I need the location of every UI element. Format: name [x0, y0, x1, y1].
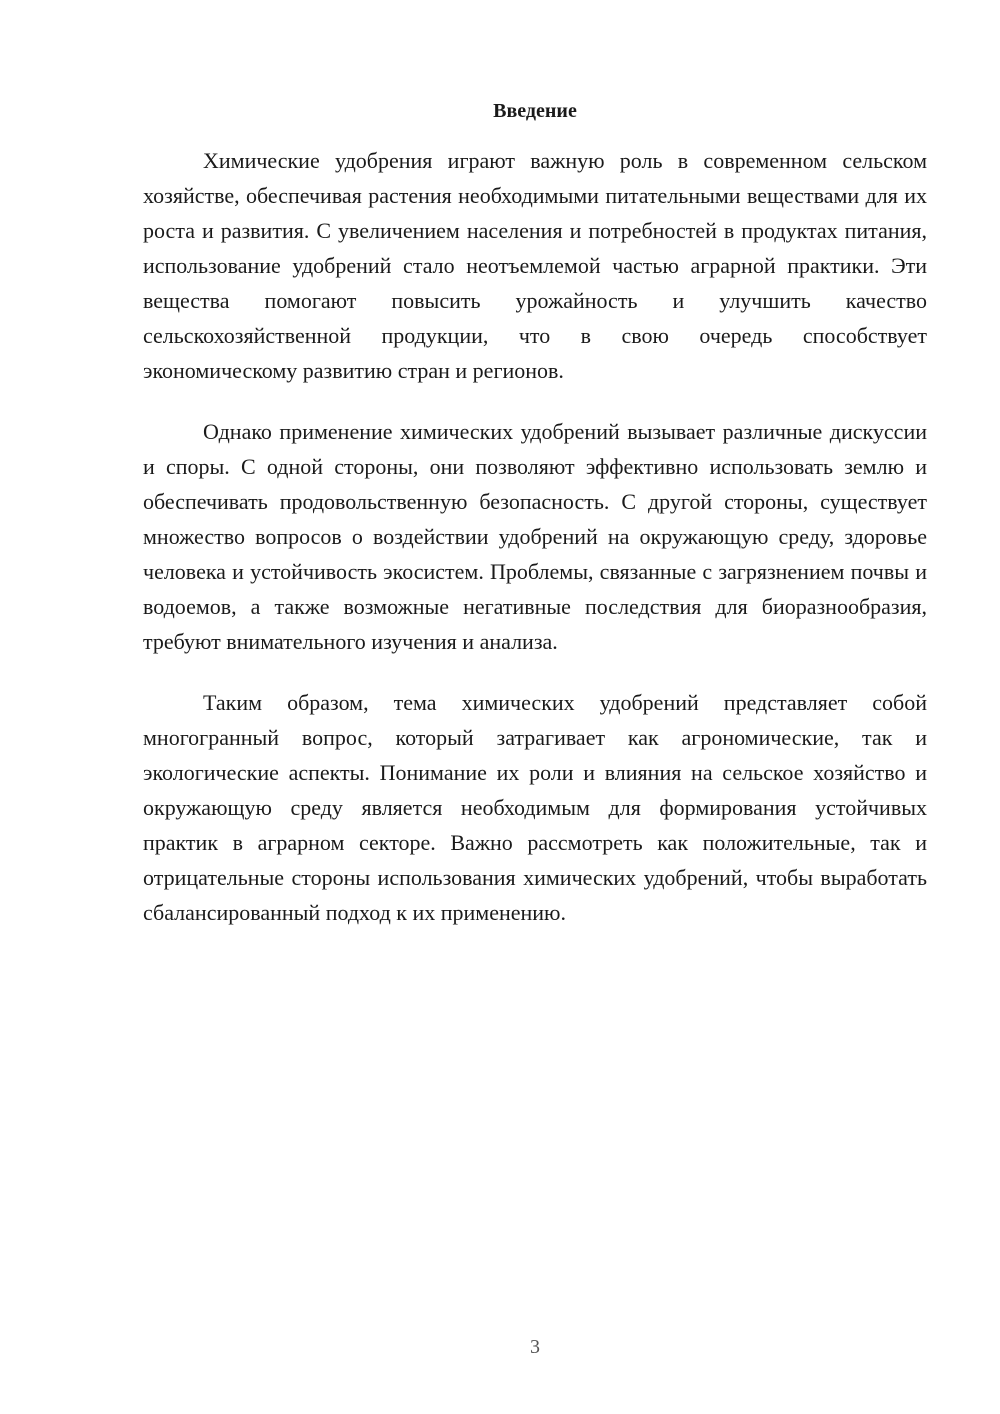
paragraph: Химические удобрения играют важную роль в современном сельском хозяйстве, обеспечивая растения необходимыми питательными веществами для их роста и развития. С увеличением населения и потребностей в продуктах питания, использование удобрений стало неотъемлемой частью аграрной практики. Эти вещества помогают повысить урожайность и улучшить качество сельскохозяйственной продукции, что в свою очередь способствует экономическому развитию стран и регионов.: [143, 148, 927, 383]
section-title: Введение: [493, 100, 577, 122]
paragraph: Таким образом, тема химических удобрений представляет собой многогранный вопрос, который затрагивает как агрономические, так и экологические аспекты. Понимание их роли и влияния на сельское хозяйство и окружающую среду является необходимым для формирования устойчивых практик в аграрном секторе. Важно рассмотреть как положительные, так и отрицательные стороны использования химических удобрений, чтобы выработать сбалансированный подход к их применению.: [143, 690, 927, 925]
paragraph: Однако применение химических удобрений вызывает различные дискуссии и споры. С одной стороны, они позволяют эффективно использовать землю и обеспечивать продовольственную безопасность. С другой стороны, существует множество вопросов о воздействии удобрений на окружающую среду, здоровье человека и устойчивость экосистем. Проблемы, связанные с загрязнением почвы и водоемов, а также возможные негативные последствия для биоразнообразия, требуют внимательного изучения и анализа.: [143, 419, 927, 654]
page-number: 3: [530, 1336, 540, 1358]
document-body: [143, 143, 927, 956]
